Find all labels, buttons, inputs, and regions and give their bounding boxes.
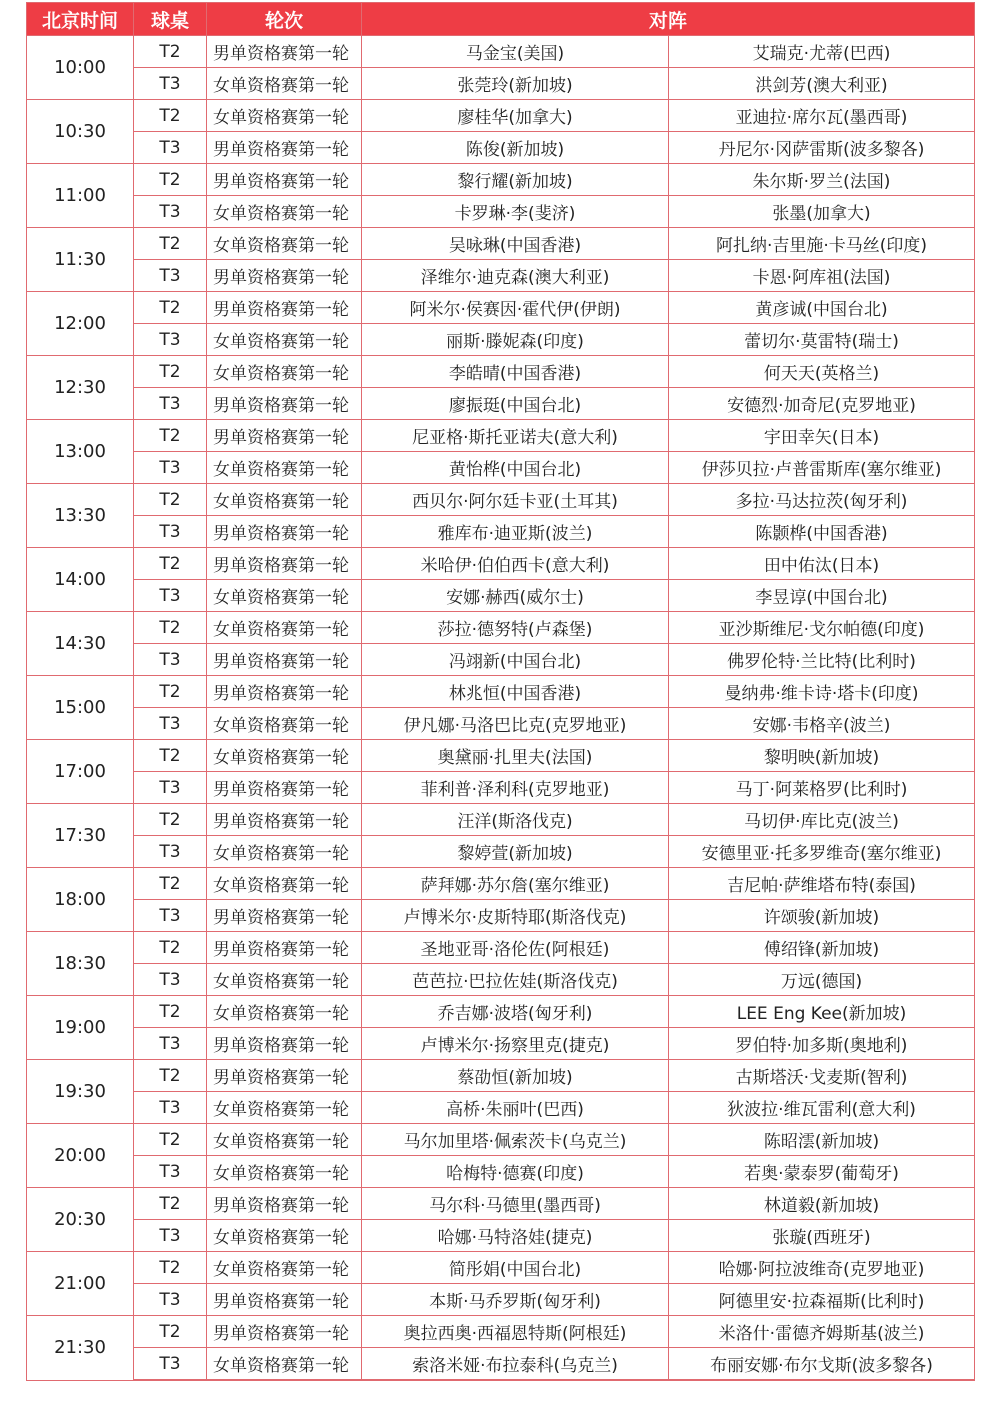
player1-cell: 卢博米尔·扬察里克(捷克) bbox=[362, 1028, 669, 1060]
player2-cell: 吉尼帕·萨维塔布特(泰国) bbox=[669, 868, 975, 900]
time-cell: 12:30 bbox=[27, 356, 134, 420]
table-cell: T2 bbox=[134, 676, 207, 708]
player1-cell: 卢博米尔·皮斯特耶(斯洛伐克) bbox=[362, 900, 669, 932]
player1-cell: 莎拉·德努特(卢森堡) bbox=[362, 612, 669, 644]
table-cell: T2 bbox=[134, 1252, 207, 1284]
player2-cell: 卡恩·阿库祖(法国) bbox=[669, 260, 975, 292]
round-cell: 女单资格赛第一轮 bbox=[207, 100, 362, 132]
round-cell: 男单资格赛第一轮 bbox=[207, 932, 362, 964]
table-cell: T3 bbox=[134, 1156, 207, 1188]
player1-cell: 芭芭拉·巴拉佐娃(斯洛伐克) bbox=[362, 964, 669, 996]
player1-cell: 黄怡桦(中国台北) bbox=[362, 452, 669, 484]
player1-cell: 冯翊新(中国台北) bbox=[362, 644, 669, 676]
table-cell: T2 bbox=[134, 996, 207, 1028]
table-cell: T2 bbox=[134, 164, 207, 196]
round-cell: 男单资格赛第一轮 bbox=[207, 548, 362, 580]
player2-cell: 洪剑芳(澳大利亚) bbox=[669, 68, 975, 100]
table-row bbox=[27, 164, 975, 196]
table-row bbox=[27, 996, 975, 1028]
table-row bbox=[27, 388, 975, 420]
time-cell: 19:30 bbox=[27, 1060, 134, 1124]
table-row bbox=[27, 1092, 975, 1124]
player2-cell: 阿德里安·拉森福斯(比利时) bbox=[669, 1284, 975, 1316]
player2-cell: 马切伊·库比克(波兰) bbox=[669, 804, 975, 836]
player1-cell: 吴咏琳(中国香港) bbox=[362, 228, 669, 260]
round-cell: 男单资格赛第一轮 bbox=[207, 260, 362, 292]
table-row bbox=[27, 324, 975, 356]
player2-cell: 蕾切尔·莫雷特(瑞士) bbox=[669, 324, 975, 356]
round-cell: 女单资格赛第一轮 bbox=[207, 964, 362, 996]
round-cell: 男单资格赛第一轮 bbox=[207, 516, 362, 548]
table-row bbox=[27, 804, 975, 836]
table-row bbox=[27, 132, 975, 164]
table-cell: T3 bbox=[134, 324, 207, 356]
player1-cell: 奥拉西奥·西福恩特斯(阿根廷) bbox=[362, 1316, 669, 1348]
player2-cell: 朱尔斯·罗兰(法国) bbox=[669, 164, 975, 196]
round-cell: 女单资格赛第一轮 bbox=[207, 1220, 362, 1252]
player1-cell: 马尔加里塔·佩索茨卡(乌克兰) bbox=[362, 1124, 669, 1156]
round-cell: 女单资格赛第一轮 bbox=[207, 740, 362, 772]
round-cell: 男单资格赛第一轮 bbox=[207, 772, 362, 804]
time-cell: 11:00 bbox=[27, 164, 134, 228]
table-cell: T2 bbox=[134, 484, 207, 516]
player2-cell: 哈娜·阿拉波维奇(克罗地亚) bbox=[669, 1252, 975, 1284]
round-cell: 女单资格赛第一轮 bbox=[207, 196, 362, 228]
player1-cell: 马尔科·马德里(墨西哥) bbox=[362, 1188, 669, 1220]
table-row bbox=[27, 772, 975, 804]
player1-cell: 黎行耀(新加坡) bbox=[362, 164, 669, 196]
table-cell: T3 bbox=[134, 644, 207, 676]
table-cell: T2 bbox=[134, 292, 207, 324]
player1-cell: 菲利普·泽利科(克罗地亚) bbox=[362, 772, 669, 804]
player1-cell: 高桥·朱丽叶(巴西) bbox=[362, 1092, 669, 1124]
round-cell: 女单资格赛第一轮 bbox=[207, 868, 362, 900]
table-row bbox=[27, 1188, 975, 1220]
player2-cell: 陈颢桦(中国香港) bbox=[669, 516, 975, 548]
table-cell: T3 bbox=[134, 708, 207, 740]
table-row bbox=[27, 100, 975, 132]
round-cell: 男单资格赛第一轮 bbox=[207, 36, 362, 68]
player1-cell: 马金宝(美国) bbox=[362, 36, 669, 68]
player2-cell: 万远(德国) bbox=[669, 964, 975, 996]
table-cell: T3 bbox=[134, 1028, 207, 1060]
player1-cell: 张莞玲(新加坡) bbox=[362, 68, 669, 100]
table-cell: T3 bbox=[134, 452, 207, 484]
time-cell: 14:30 bbox=[27, 612, 134, 676]
table-row bbox=[27, 964, 975, 996]
table-row bbox=[27, 612, 975, 644]
time-cell: 14:00 bbox=[27, 548, 134, 612]
round-cell: 男单资格赛第一轮 bbox=[207, 292, 362, 324]
table-cell: T3 bbox=[134, 196, 207, 228]
table-row bbox=[27, 1284, 975, 1316]
player1-cell: 安娜·赫西(威尔士) bbox=[362, 580, 669, 612]
table-cell: T3 bbox=[134, 1284, 207, 1316]
player2-cell: 黎明映(新加坡) bbox=[669, 740, 975, 772]
time-cell: 20:30 bbox=[27, 1188, 134, 1252]
table-row bbox=[27, 1156, 975, 1188]
player2-cell: 马丁·阿莱格罗(比利时) bbox=[669, 772, 975, 804]
player1-cell: 泽维尔·迪克森(澳大利亚) bbox=[362, 260, 669, 292]
player2-cell: 林道毅(新加坡) bbox=[669, 1188, 975, 1220]
player2-cell: 若奥·蒙泰罗(葡萄牙) bbox=[669, 1156, 975, 1188]
player2-cell: 阿扎纳·吉里施·卡马丝(印度) bbox=[669, 228, 975, 260]
round-cell: 女单资格赛第一轮 bbox=[207, 996, 362, 1028]
player1-cell: 黎婷萱(新加坡) bbox=[362, 836, 669, 868]
table-row bbox=[27, 484, 975, 516]
player2-cell: 古斯塔沃·戈麦斯(智利) bbox=[669, 1060, 975, 1092]
player1-cell: 卡罗琳·李(斐济) bbox=[362, 196, 669, 228]
time-cell: 21:30 bbox=[27, 1316, 134, 1381]
player2-cell: 安德烈·加奇尼(克罗地亚) bbox=[669, 388, 975, 420]
player2-cell: 艾瑞克·尤蒂(巴西) bbox=[669, 36, 975, 68]
table-row bbox=[27, 548, 975, 580]
table-row bbox=[27, 580, 975, 612]
table-cell: T3 bbox=[134, 68, 207, 100]
player2-cell: 黄彦诚(中国台北) bbox=[669, 292, 975, 324]
player1-cell: 陈俊(新加坡) bbox=[362, 132, 669, 164]
round-cell: 男单资格赛第一轮 bbox=[207, 676, 362, 708]
table-cell: T2 bbox=[134, 740, 207, 772]
round-cell: 女单资格赛第一轮 bbox=[207, 452, 362, 484]
player2-cell: 安娜·韦格辛(波兰) bbox=[669, 708, 975, 740]
player1-cell: 李皓晴(中国香港) bbox=[362, 356, 669, 388]
table-row bbox=[27, 420, 975, 452]
table-row bbox=[27, 1316, 975, 1348]
round-cell: 男单资格赛第一轮 bbox=[207, 164, 362, 196]
time-cell: 18:00 bbox=[27, 868, 134, 932]
table-cell: T3 bbox=[134, 260, 207, 292]
player1-cell: 米哈伊·伯伯西卡(意大利) bbox=[362, 548, 669, 580]
player2-cell: 多拉·马达拉茨(匈牙利) bbox=[669, 484, 975, 516]
table-cell: T3 bbox=[134, 1220, 207, 1252]
table-row bbox=[27, 452, 975, 484]
table-cell: T3 bbox=[134, 1092, 207, 1124]
player1-cell: 哈梅特·德赛(印度) bbox=[362, 1156, 669, 1188]
player1-cell: 汪洋(斯洛伐克) bbox=[362, 804, 669, 836]
table-cell: T2 bbox=[134, 1316, 207, 1348]
round-cell: 女单资格赛第一轮 bbox=[207, 1348, 362, 1381]
time-cell: 17:00 bbox=[27, 740, 134, 804]
round-cell: 女单资格赛第一轮 bbox=[207, 228, 362, 260]
table-row bbox=[27, 36, 975, 68]
table-cell: T2 bbox=[134, 868, 207, 900]
player2-cell: 张墨(加拿大) bbox=[669, 196, 975, 228]
round-cell: 女单资格赛第一轮 bbox=[207, 484, 362, 516]
player2-cell: 宇田幸矢(日本) bbox=[669, 420, 975, 452]
round-cell: 女单资格赛第一轮 bbox=[207, 1124, 362, 1156]
player2-cell: 布丽安娜·布尔戈斯(波多黎各) bbox=[669, 1348, 975, 1381]
table-cell: T2 bbox=[134, 420, 207, 452]
round-cell: 男单资格赛第一轮 bbox=[207, 900, 362, 932]
player1-cell: 蔡劭恒(新加坡) bbox=[362, 1060, 669, 1092]
table-cell: T2 bbox=[134, 804, 207, 836]
round-cell: 女单资格赛第一轮 bbox=[207, 1252, 362, 1284]
table-cell: T2 bbox=[134, 356, 207, 388]
table-cell: T3 bbox=[134, 132, 207, 164]
player2-cell: 李昱谆(中国台北) bbox=[669, 580, 975, 612]
player2-cell: 曼纳弗·维卡诗·塔卡(印度) bbox=[669, 676, 975, 708]
player2-cell: 罗伯特·加多斯(奥地利) bbox=[669, 1028, 975, 1060]
player2-cell: 米洛什·雷德齐姆斯基(波兰) bbox=[669, 1316, 975, 1348]
table-cell: T3 bbox=[134, 900, 207, 932]
table-row bbox=[27, 740, 975, 772]
player1-cell: 乔吉娜·波塔(匈牙利) bbox=[362, 996, 669, 1028]
table-cell: T2 bbox=[134, 612, 207, 644]
player1-cell: 奥黛丽·扎里夫(法国) bbox=[362, 740, 669, 772]
table-cell: T3 bbox=[134, 580, 207, 612]
header-row bbox=[27, 3, 975, 36]
round-cell: 男单资格赛第一轮 bbox=[207, 644, 362, 676]
player1-cell: 伊凡娜·马洛巴比克(克罗地亚) bbox=[362, 708, 669, 740]
player2-cell: 佛罗伦特·兰比特(比利时) bbox=[669, 644, 975, 676]
table-row bbox=[27, 1060, 975, 1092]
round-cell: 女单资格赛第一轮 bbox=[207, 1092, 362, 1124]
table-row bbox=[27, 1124, 975, 1156]
player1-cell: 廖振珽(中国台北) bbox=[362, 388, 669, 420]
round-cell: 男单资格赛第一轮 bbox=[207, 132, 362, 164]
player2-cell: 何天天(英格兰) bbox=[669, 356, 975, 388]
round-cell: 男单资格赛第一轮 bbox=[207, 1188, 362, 1220]
round-cell: 男单资格赛第一轮 bbox=[207, 1060, 362, 1092]
player2-cell: 傅绍锋(新加坡) bbox=[669, 932, 975, 964]
player1-cell: 索洛米娅·布拉泰科(乌克兰) bbox=[362, 1348, 669, 1381]
player2-cell: 陈昭澐(新加坡) bbox=[669, 1124, 975, 1156]
round-cell: 女单资格赛第一轮 bbox=[207, 612, 362, 644]
header-time: 北京时间 bbox=[27, 3, 134, 36]
header-table: 球桌 bbox=[134, 3, 207, 36]
player1-cell: 阿米尔·侯赛因·霍代伊(伊朗) bbox=[362, 292, 669, 324]
player1-cell: 廖桂华(加拿大) bbox=[362, 100, 669, 132]
time-cell: 10:30 bbox=[27, 100, 134, 164]
time-cell: 12:00 bbox=[27, 292, 134, 356]
time-cell: 13:30 bbox=[27, 484, 134, 548]
round-cell: 女单资格赛第一轮 bbox=[207, 836, 362, 868]
player2-cell: 丹尼尔·冈萨雷斯(波多黎各) bbox=[669, 132, 975, 164]
player1-cell: 林兆恒(中国香港) bbox=[362, 676, 669, 708]
player2-cell: 安德里亚·托多罗维奇(塞尔维亚) bbox=[669, 836, 975, 868]
table-row bbox=[27, 196, 975, 228]
table-cell: T3 bbox=[134, 516, 207, 548]
time-cell: 20:00 bbox=[27, 1124, 134, 1188]
table-row bbox=[27, 292, 975, 324]
round-cell: 男单资格赛第一轮 bbox=[207, 1316, 362, 1348]
round-cell: 女单资格赛第一轮 bbox=[207, 324, 362, 356]
table-cell: T2 bbox=[134, 36, 207, 68]
player1-cell: 哈娜·马特洛娃(捷克) bbox=[362, 1220, 669, 1252]
table-cell: T3 bbox=[134, 1348, 207, 1381]
table-row bbox=[27, 260, 975, 292]
player2-cell: 亚迪拉·席尔瓦(墨西哥) bbox=[669, 100, 975, 132]
player1-cell: 西贝尔·阿尔廷卡亚(土耳其) bbox=[362, 484, 669, 516]
player2-cell: LEE Eng Kee(新加坡) bbox=[669, 996, 975, 1028]
player1-cell: 简彤娟(中国台北) bbox=[362, 1252, 669, 1284]
player2-cell: 张璇(西班牙) bbox=[669, 1220, 975, 1252]
round-cell: 女单资格赛第一轮 bbox=[207, 708, 362, 740]
table-row bbox=[27, 644, 975, 676]
round-cell: 男单资格赛第一轮 bbox=[207, 1028, 362, 1060]
table-row bbox=[27, 1028, 975, 1060]
player1-cell: 丽斯·滕妮森(印度) bbox=[362, 324, 669, 356]
player2-cell: 亚沙斯维尼·戈尔帕德(印度) bbox=[669, 612, 975, 644]
table-row bbox=[27, 1220, 975, 1252]
table-row bbox=[27, 68, 975, 100]
player1-cell: 本斯·马乔罗斯(匈牙利) bbox=[362, 1284, 669, 1316]
time-cell: 13:00 bbox=[27, 420, 134, 484]
round-cell: 女单资格赛第一轮 bbox=[207, 1156, 362, 1188]
table-row bbox=[27, 1348, 975, 1381]
table-cell: T3 bbox=[134, 836, 207, 868]
round-cell: 男单资格赛第一轮 bbox=[207, 1284, 362, 1316]
table-cell: T3 bbox=[134, 964, 207, 996]
player2-cell: 伊莎贝拉·卢普雷斯库(塞尔维亚) bbox=[669, 452, 975, 484]
round-cell: 女单资格赛第一轮 bbox=[207, 580, 362, 612]
round-cell: 男单资格赛第一轮 bbox=[207, 420, 362, 452]
header-round: 轮次 bbox=[207, 3, 362, 36]
table-row bbox=[27, 1252, 975, 1284]
table-cell: T3 bbox=[134, 388, 207, 420]
player2-cell: 许颂骏(新加坡) bbox=[669, 900, 975, 932]
time-cell: 10:00 bbox=[27, 36, 134, 100]
table-row bbox=[27, 932, 975, 964]
round-cell: 女单资格赛第一轮 bbox=[207, 356, 362, 388]
time-cell: 21:00 bbox=[27, 1252, 134, 1316]
time-cell: 18:30 bbox=[27, 932, 134, 996]
time-cell: 19:00 bbox=[27, 996, 134, 1060]
table-cell: T2 bbox=[134, 1188, 207, 1220]
round-cell: 男单资格赛第一轮 bbox=[207, 388, 362, 420]
time-cell: 17:30 bbox=[27, 804, 134, 868]
player2-cell: 田中佑汰(日本) bbox=[669, 548, 975, 580]
schedule-body bbox=[27, 36, 975, 1381]
table-cell: T2 bbox=[134, 100, 207, 132]
player2-cell: 狄波拉·维瓦雷利(意大利) bbox=[669, 1092, 975, 1124]
table-row bbox=[27, 868, 975, 900]
round-cell: 女单资格赛第一轮 bbox=[207, 68, 362, 100]
player1-cell: 圣地亚哥·洛伦佐(阿根廷) bbox=[362, 932, 669, 964]
round-cell: 男单资格赛第一轮 bbox=[207, 804, 362, 836]
table-row bbox=[27, 900, 975, 932]
player1-cell: 雅库布·迪亚斯(波兰) bbox=[362, 516, 669, 548]
table-row bbox=[27, 676, 975, 708]
table-cell: T2 bbox=[134, 228, 207, 260]
time-cell: 15:00 bbox=[27, 676, 134, 740]
header-matchup: 对阵 bbox=[362, 3, 975, 36]
table-row bbox=[27, 708, 975, 740]
player1-cell: 萨拜娜·苏尔詹(塞尔维亚) bbox=[362, 868, 669, 900]
table-cell: T3 bbox=[134, 772, 207, 804]
time-cell: 11:30 bbox=[27, 228, 134, 292]
table-cell: T2 bbox=[134, 1060, 207, 1092]
table-cell: T2 bbox=[134, 932, 207, 964]
table-cell: T2 bbox=[134, 1124, 207, 1156]
table-cell: T2 bbox=[134, 548, 207, 580]
player1-cell: 尼亚格·斯托亚诺夫(意大利) bbox=[362, 420, 669, 452]
table-row bbox=[27, 516, 975, 548]
table-row bbox=[27, 356, 975, 388]
schedule-table bbox=[26, 2, 975, 1381]
table-row bbox=[27, 836, 975, 868]
table-row bbox=[27, 228, 975, 260]
